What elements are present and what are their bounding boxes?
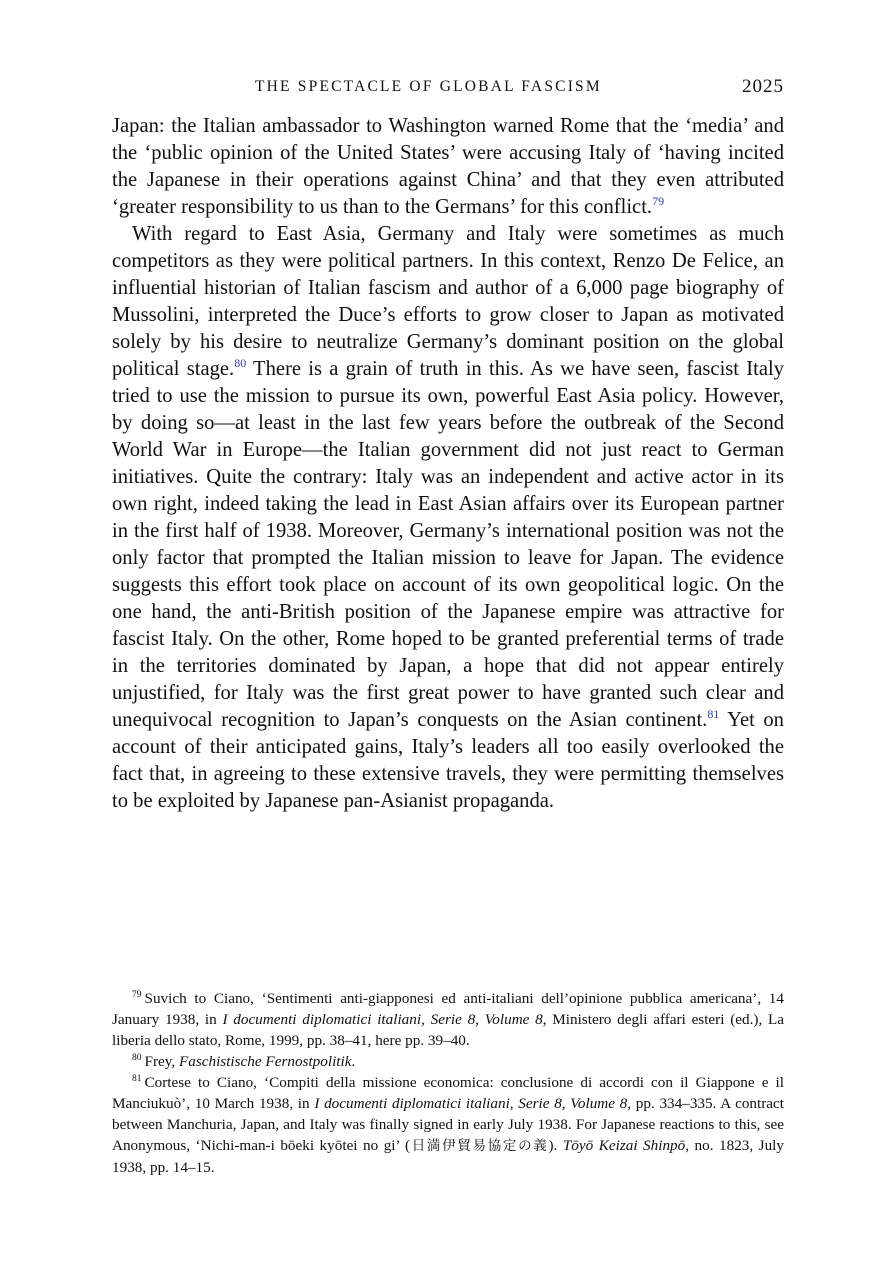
footnote-text: ). bbox=[548, 1137, 563, 1154]
footnote-ref-79[interactable]: 79 bbox=[652, 194, 665, 208]
paragraph-2-text-a: With regard to East Asia, Germany and Italy were sometimes as much competitors as they were political partners. In this context, Renzo De Felice, an influential historian of Italian fascism and author of a 6,000 page biography of Mussolini, interpreted the Duce’s efforts to grow closer to Japan as motivated solely by his desire to neutralize Germany’s dominant position on the global political stage. bbox=[112, 223, 784, 380]
running-title: THE SPECTACLE OF GLOBAL FASCISM bbox=[255, 78, 602, 95]
footnote-79 bbox=[112, 988, 784, 1051]
footnote-title: I documenti diplomatici italiani bbox=[314, 1095, 510, 1112]
footnote-text: Suvich to Ciano, ‘Sentimenti anti-giapponesi ed anti-italiani dell’opinione pubblica americana’, 14 January 1938, in bbox=[112, 990, 784, 1028]
footnote-text: , bbox=[421, 1011, 431, 1028]
body-text bbox=[112, 113, 784, 815]
running-header bbox=[112, 76, 784, 100]
footnote-number: 80 bbox=[132, 1053, 142, 1063]
footnote-series: Serie 8, Volume 8 bbox=[430, 1011, 543, 1028]
footnote-series: Serie 8, Volume 8 bbox=[518, 1095, 628, 1112]
footnote-text: , bbox=[509, 1095, 519, 1112]
footnote-81 bbox=[112, 1072, 784, 1178]
paragraph-1-text: Japan: the Italian ambassador to Washington warned Rome that the ‘media’ and the ‘public opinion of the United States’ were accusing Italy of ‘having incited the Japanese in their operations against China’ and that they even attributed ‘greater responsibility to us than to the Germans’ for this conflict. bbox=[112, 115, 784, 218]
footnote-text: , pp. 334–335. A contract between Manchuria, Japan, and Italy was finally signed in early July 1938. For Japanese reactions to this, see Anonymous, ‘Nichi-man-i bōeki kyōtei no gi’ ( bbox=[112, 1095, 784, 1154]
footnote-title: I documenti diplomatici italiani bbox=[222, 1011, 422, 1028]
footnote-text: , Ministero degli affari esteri (ed.), La liberia dello stato, Rome, 1999, pp. 38–41, here pp. 39–40. bbox=[112, 1011, 785, 1049]
footnote-ref-80[interactable]: 80 bbox=[234, 356, 247, 370]
footnote-number: 81 bbox=[132, 1074, 142, 1084]
footnote-text: Frey, bbox=[144, 1053, 179, 1070]
paragraph-1 bbox=[112, 113, 784, 221]
page-number: 2025 bbox=[742, 76, 784, 97]
footnotes bbox=[112, 988, 784, 1178]
footnote-text: , no. 1823, July 1938, pp. 14–15. bbox=[112, 1137, 784, 1176]
footnote-ref-81[interactable]: 81 bbox=[707, 707, 720, 721]
footnote-text: . bbox=[351, 1053, 356, 1070]
footnote-80 bbox=[112, 1051, 784, 1072]
footnote-japanese-title: 日満伊貿易協定の義 bbox=[410, 1138, 549, 1154]
footnote-title: Faschistische Fernostpolitik bbox=[178, 1053, 352, 1070]
footnote-text: Cortese to Ciano, ‘Compiti della missione economica: conclusione di accordi con il Giappone e il Manciukuò’, 10 March 1938, in bbox=[112, 1074, 784, 1112]
paragraph-2-text-b: There is a grain of truth in this. As we have seen, fascist Italy tried to use the mission to pursue its own, powerful East Asia policy. However, by doing so—at least in the last few years before the outbreak of the Second World War in Europe—the Italian government did not just react to German initiatives. Quite the contrary: Italy was an independent and active actor in its own right, indeed taking the lead in East Asian affairs over its European partner in the first half of 1938. Moreover, Germany’s international position was not the only factor that prompted the Italian mission to leave for Japan. The evidence suggests this effort took place on account of its own geopolitical logic. On the one hand, the anti-British position of the Japanese empire was attractive for fascist Italy. On the other, Rome hoped to be granted preferential terms of trade in the territories dominated by Japan, a hope that did not appear entirely unjustified, for Italy was the first great power to have granted such clear and unequivocal recognition to Japan’s conquests on the Asian continent. bbox=[112, 358, 785, 731]
footnote-journal: Tōyō Keizai Shinpō bbox=[562, 1137, 686, 1154]
paragraph-2 bbox=[112, 221, 784, 815]
paragraph-2-text-c: Yet on account of their anticipated gains, Italy’s leaders all too easily overlooked the fact that, in agreeing to these extensive travels, they were permitting themselves to be exploited by Japanese pan-Asianist propaganda. bbox=[112, 709, 784, 812]
footnote-number: 79 bbox=[132, 990, 142, 1000]
